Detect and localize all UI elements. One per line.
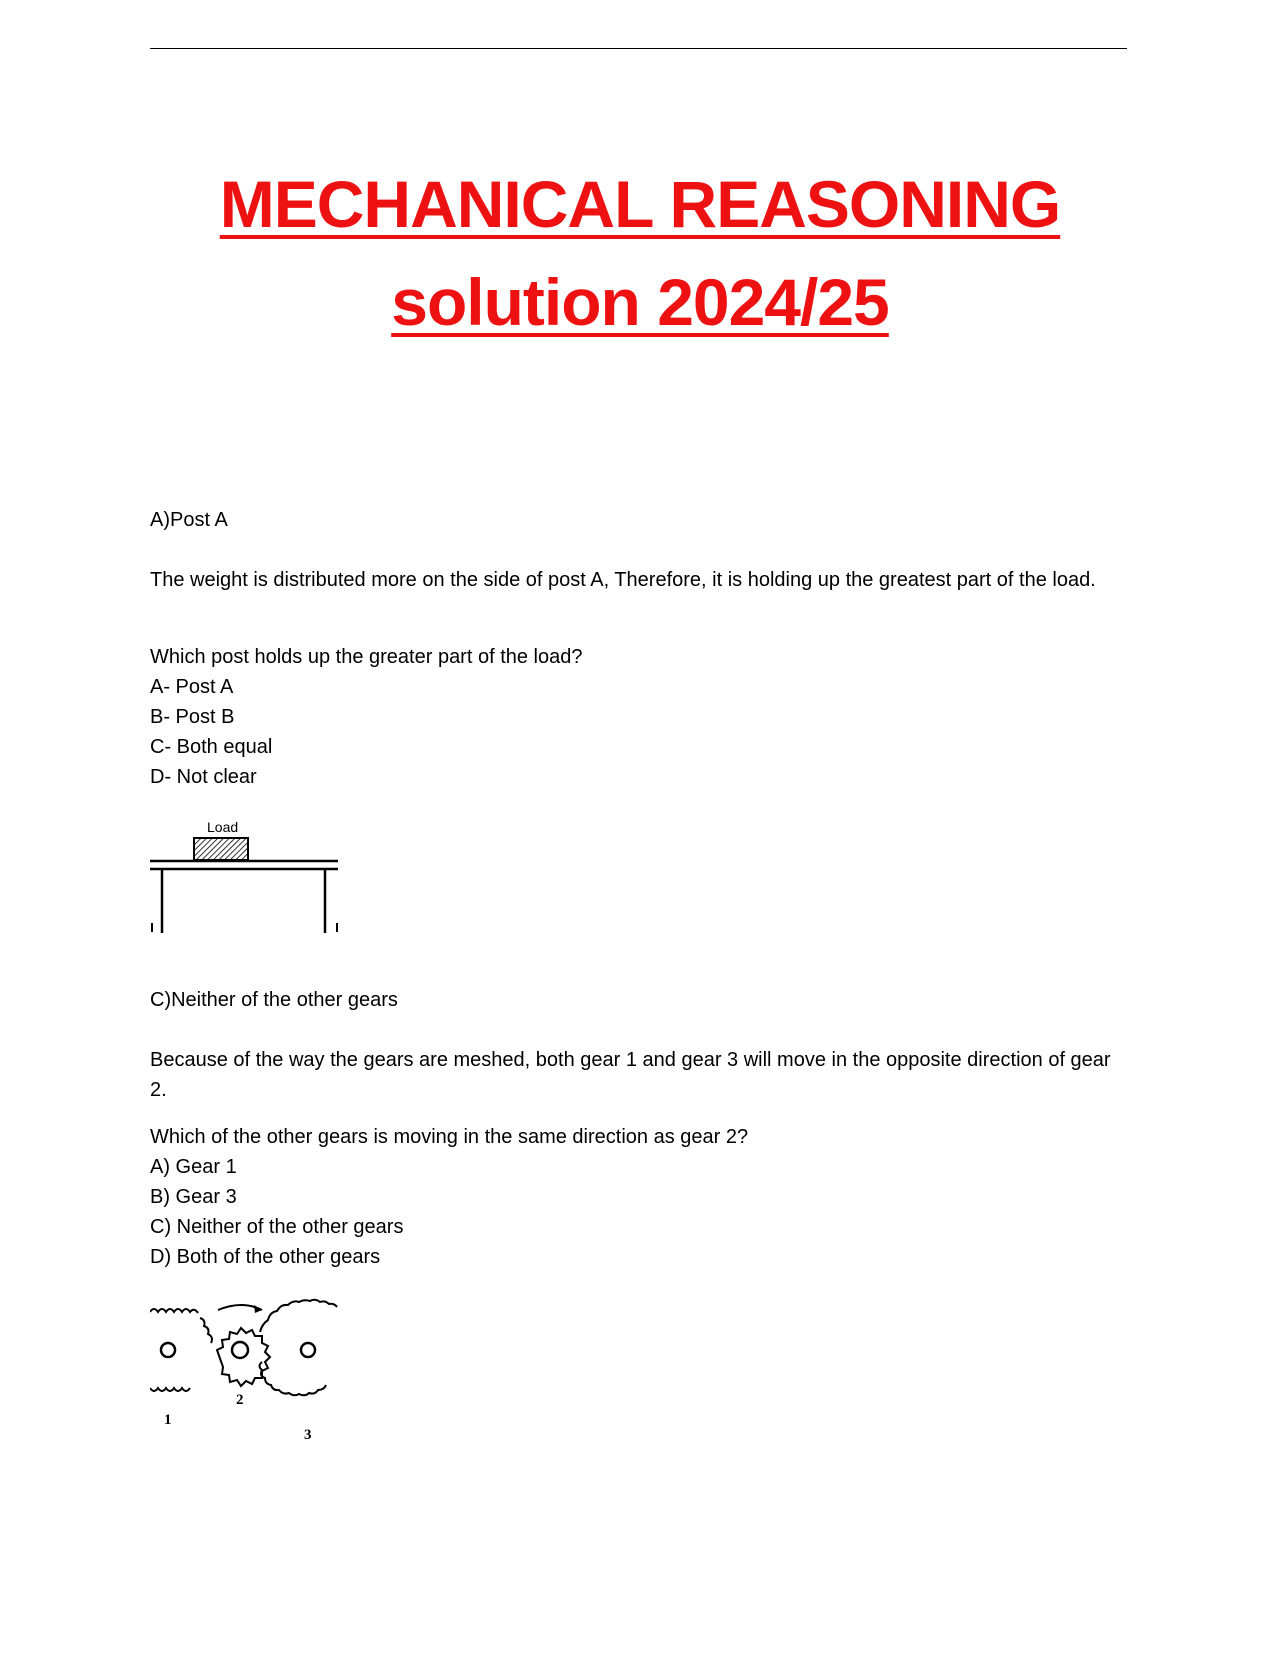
q2-explanation: Because of the way the gears are meshed, both gear 1 and gear 3 will move in the opposite direction of gear 2.: [150, 1049, 1111, 1101]
header-rule: [150, 48, 1127, 49]
q1-option-b: B- Post B: [150, 706, 235, 728]
gear-3-axle: [301, 1343, 315, 1357]
gear-1: [150, 1309, 212, 1428]
gear-2-label: 2: [236, 1392, 244, 1408]
q1-option-a: A- Post A: [150, 676, 234, 698]
gear-3-label: 3: [304, 1427, 312, 1442]
q1-option-d: D- Not clear: [150, 766, 257, 788]
q2-option-d: D) Both of the other gears: [150, 1246, 381, 1268]
q2-option-c: C) Neither of the other gears: [150, 1216, 404, 1238]
q2-answer-block: [150, 985, 1127, 1015]
q2-option-a: A) Gear 1: [150, 1156, 237, 1178]
q1-question: Which post holds up the greater part of the load?: [150, 646, 583, 668]
load-block: [194, 838, 248, 860]
q2-question: Which of the other gears is moving in the same direction as gear 2?: [150, 1126, 749, 1148]
title-line-2: solution 2024/25: [391, 265, 889, 339]
load-beam-diagram: [150, 815, 340, 935]
load-label: Load: [207, 819, 239, 835]
gear-2-axle: [232, 1342, 248, 1358]
q1-answer-block: [150, 505, 1127, 535]
q2-explanation-block: [150, 1045, 1127, 1105]
q1-question-block: [150, 642, 1127, 792]
document-title: [0, 155, 1280, 351]
gear-3: [260, 1300, 338, 1442]
gears-diagram: [150, 1292, 345, 1442]
title-line-1: MECHANICAL REASONING: [219, 167, 1061, 241]
q1-explanation: The weight is distributed more on the side of post A, Therefore, it is holding up the greatest part of the load.: [150, 569, 1096, 591]
q2-question-block: [150, 1122, 1127, 1272]
q2-option-b: B) Gear 3: [150, 1186, 237, 1208]
q1-option-c: C- Both equal: [150, 736, 273, 758]
q1-explanation-block: [150, 565, 1127, 595]
gear-1-axle: [161, 1343, 175, 1357]
gear-1-label: 1: [164, 1412, 172, 1428]
gear-2: [217, 1305, 270, 1408]
q2-answer: C)Neither of the other gears: [150, 989, 398, 1011]
q1-answer: A)Post A: [150, 509, 228, 531]
